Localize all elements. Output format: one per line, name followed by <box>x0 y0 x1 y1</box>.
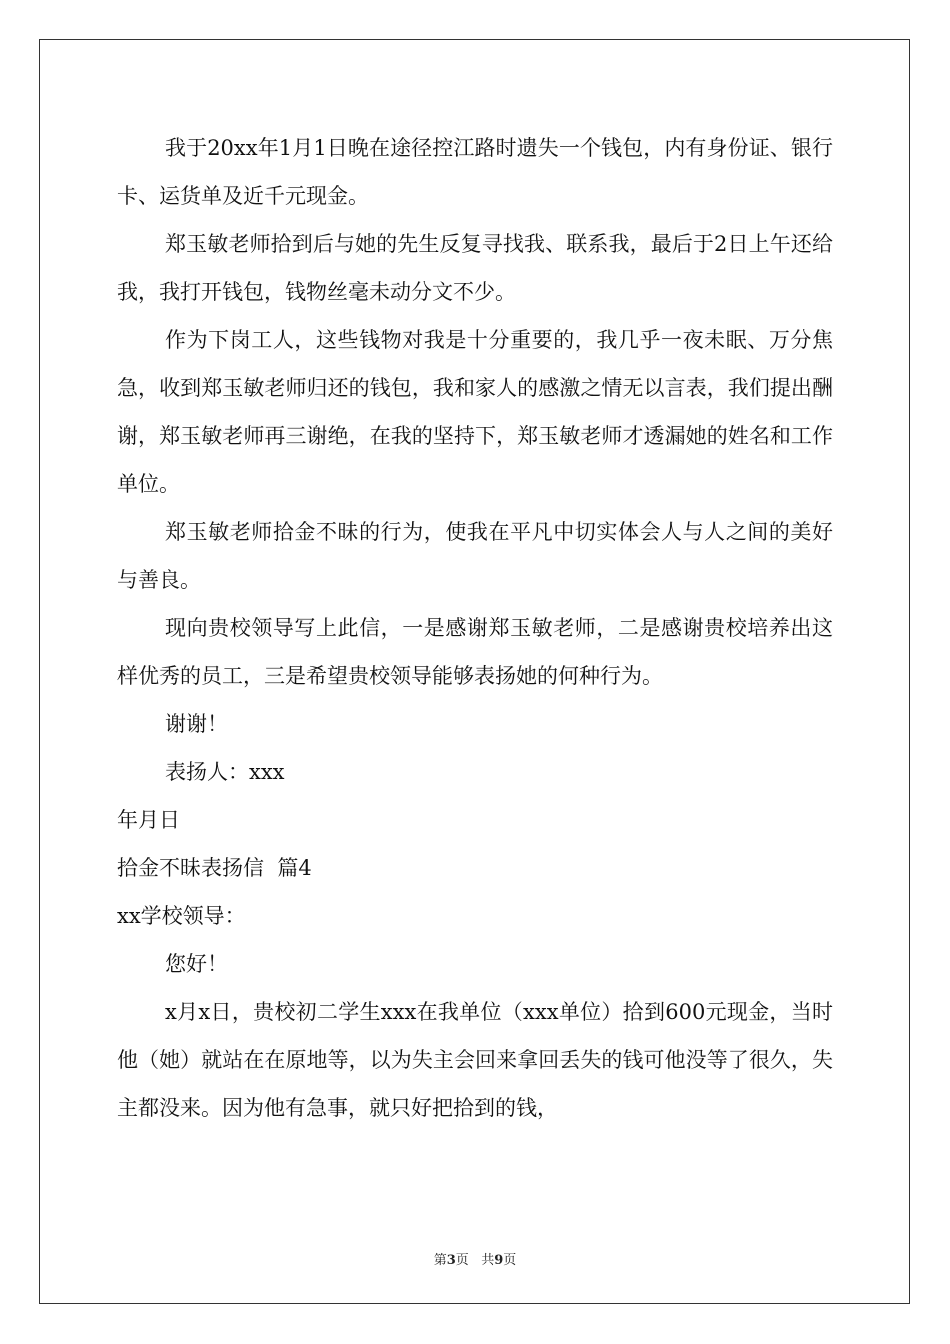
paragraph-lost-wallet: 我于20xx年1月1日晚在途径控江路时遗失一个钱包，内有身份证、银行卡、运货单及近千元现金。 <box>117 136 833 208</box>
paragraph-praise: 郑玉敏老师拾金不昧的行为，使我在平凡中切实体会人与人之间的美好与善良。 <box>117 520 833 592</box>
footer-mid: 页 共 <box>455 1253 495 1268</box>
footer-prefix: 第 <box>433 1253 447 1268</box>
page-footer <box>0 1249 950 1268</box>
greeting: 您好！ <box>165 952 228 976</box>
paragraph-gratitude: 作为下岗工人，这些钱物对我是十分重要的，我几乎一夜未眠、万分焦急，收到郑玉敏老师归还的钱包，我和家人的感激之情无以言表，我们提出酬谢，郑玉敏老师再三谢绝，在我的坚持下，郑玉敏老师才透漏她的姓名和工作单位。 <box>117 328 833 496</box>
paragraph-letter-purpose: 现向贵校领导写上此信，一是感谢郑玉敏老师，二是感谢贵校培养出这样优秀的员工，三是希望贵校领导能够表扬她的何种行为。 <box>117 616 833 688</box>
section-heading: 拾金不昧表扬信 篇4 <box>117 856 312 880</box>
paragraph-student-found-money: x月x日，贵校初二学生xxx在我单位（xxx单位）拾到600元现金，当时他（她）就站在在原地等，以为失主会回来拿回丢失的钱可他没等了很久，失主都没来。因为他有急事，就只好把拾到的钱， <box>117 1000 833 1120</box>
paragraph-returned: 郑玉敏老师拾到后与她的先生反复寻找我、联系我，最后于2日上午还给我，我打开钱包，钱物丝毫未动分文不少。 <box>117 232 833 304</box>
footer-current-page: 3 <box>446 1253 456 1268</box>
footer-suffix: 页 <box>503 1253 517 1268</box>
salutation: xx学校领导： <box>117 904 246 928</box>
signature-line: 表扬人：xxx <box>165 760 285 784</box>
paragraph-thanks: 谢谢！ <box>165 712 228 736</box>
footer-total-pages: 9 <box>494 1253 504 1268</box>
date-line: 年月日 <box>117 808 180 832</box>
document-body <box>117 124 833 1132</box>
